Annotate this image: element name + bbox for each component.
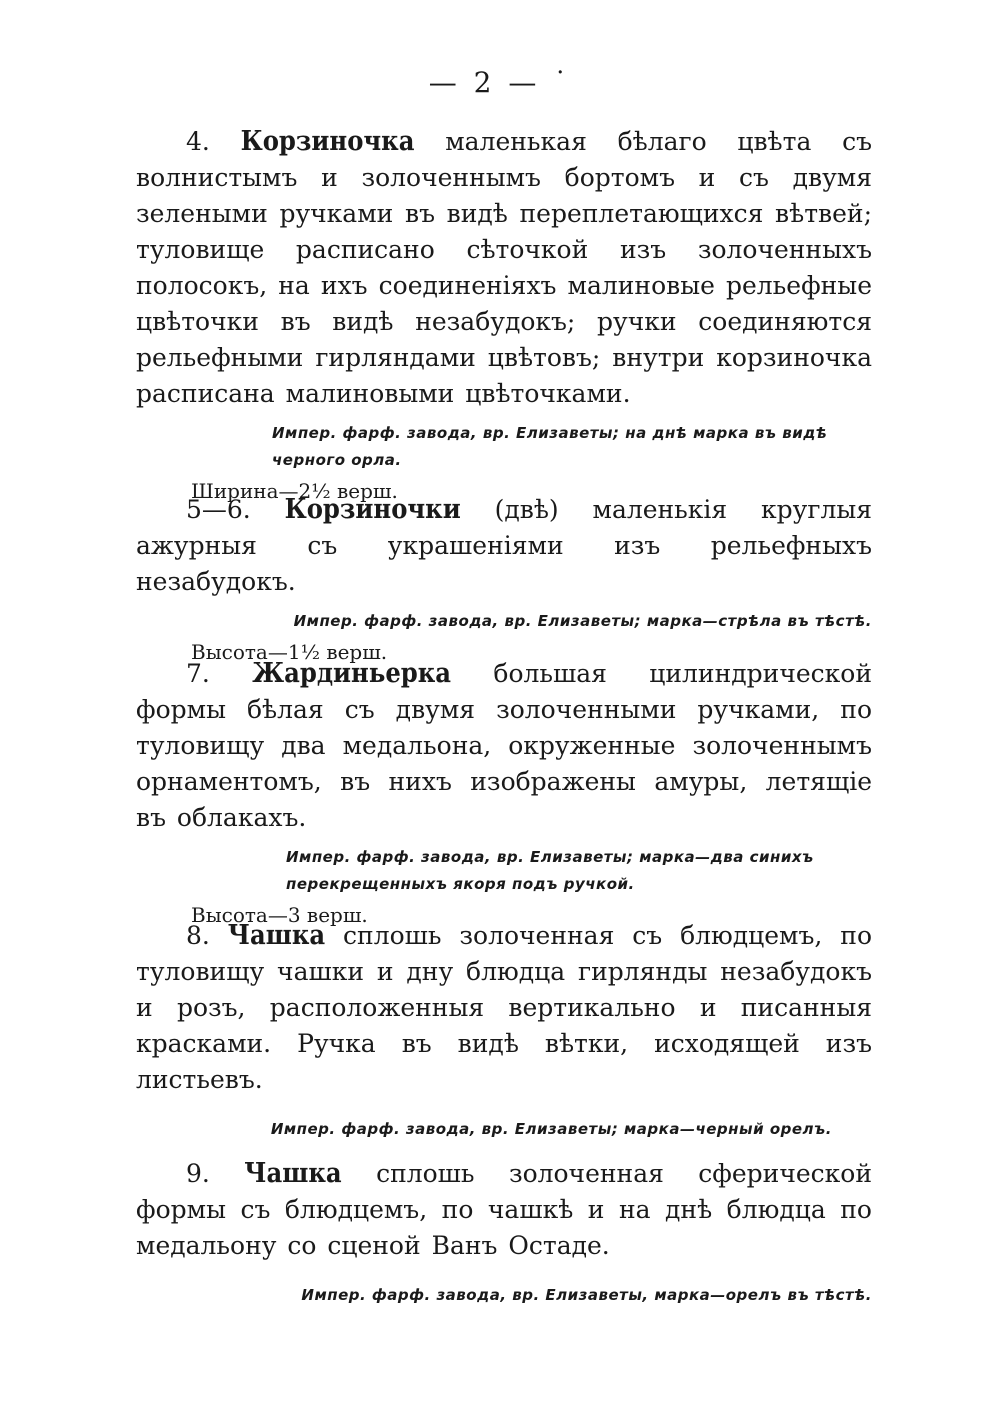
entry-description (136, 656, 872, 836)
entry-description (136, 918, 872, 1098)
catalog-entry-7 (136, 656, 872, 930)
page-number: — 2 — ˙ (428, 66, 572, 99)
entry-title: Корзиночка (240, 126, 415, 157)
entry-dimension: Высота—1½ верш. (191, 640, 388, 664)
entry-description (136, 492, 872, 600)
entry-text: сплошь золоченная съ блюдцемъ, по туловищу чашки и дну блюдца гирлянды незабудокъ и розъ, расположенныя вертикально и писанныя красками. Ручка въ видѣ вѣтки, исходящей изъ листьевъ. (136, 921, 872, 1094)
entry-description (136, 1156, 872, 1264)
entry-title: Чашка (227, 920, 326, 951)
entry-mark: Импер. фарф. завода, вр. Елизаветы; марка—черный орелъ. (270, 1120, 832, 1138)
entry-mark: Импер. фарф. завода, вр. Елизаветы; на днѣ марка въ видѣ черного орла. (272, 424, 828, 469)
entry-mark: Импер. фарф. завода, вр. Елизаветы; марка—два синихъ перекрещенныхъ якоря подъ ручкой. (286, 848, 814, 893)
entry-text: маленькая бѣлаго цвѣта съ волнистымъ и золоченнымъ бортомъ и съ двумя зелеными ручками въ видѣ переплетающихся вѣтвей; туловище расписано сѣточкой изъ золоченныхъ полосокъ, на ихъ соединеніяхъ малиновые рельефные цвѣточки въ видѣ незабудокъ; ручки соединяются рельефными гирляндами цвѣтовъ; внутри корзиночка расписана малиновыми цвѣточками. (136, 127, 872, 408)
entry-text: большая цилиндрической формы бѣлая съ двумя золоченными ручками, по туловищу два медальона, окруженные золоченнымъ орнаментомъ, въ нихъ изображены амуры, летящіе въ облакахъ. (136, 659, 872, 832)
entry-number: 5—6. (186, 495, 251, 524)
entry-number: 7. (186, 659, 210, 688)
entry-mark: Импер. фарф. завода, вр. Елизаветы, марка—орелъ въ тѣстѣ. (301, 1286, 872, 1304)
entry-description (136, 124, 872, 412)
catalog-entry-9 (136, 1156, 872, 1309)
entry-title: Жардиньерка (252, 658, 452, 689)
entry-mark: Импер. фарф. завода, вр. Елизаветы; марка—стрѣла въ тѣстѣ. (293, 612, 872, 630)
entry-number: 8. (186, 921, 210, 950)
catalog-entry-8 (136, 918, 872, 1143)
entry-number: 4. (186, 127, 210, 156)
entry-title: Корзиночки (284, 494, 461, 525)
entry-dimension: Высота—3 верш. (191, 903, 368, 927)
entry-text: (двѣ) маленькія круглыя ажурныя съ украшеніями изъ рельефныхъ незабудокъ. (136, 495, 873, 596)
catalog-entry-4 (136, 124, 872, 506)
entry-dimension: Ширина—2½ верш. (191, 479, 398, 503)
catalog-entry-5-6 (136, 492, 872, 667)
entry-text: сплошь золоченная сферической формы съ блюдцемъ, по чашкѣ и на днѣ блюдца по медальону со сценой Ванъ Остаде. (136, 1159, 873, 1260)
entry-title: Чашка (244, 1158, 342, 1189)
entry-number: 9. (186, 1159, 210, 1188)
